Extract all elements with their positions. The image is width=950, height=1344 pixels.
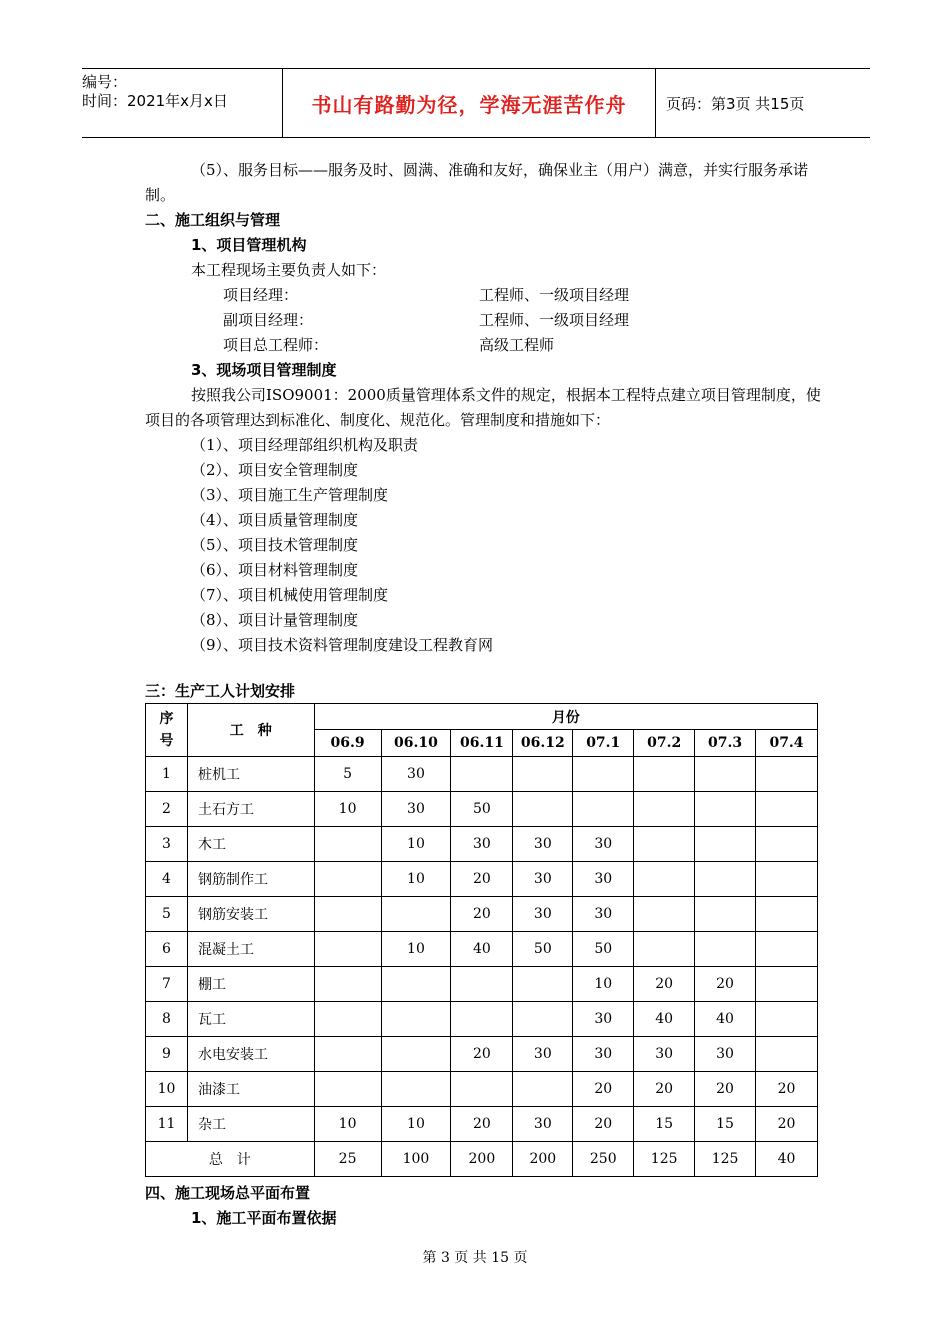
header-motto: 书山有路勤为径，学海无涯苦作舟 [282,69,656,137]
rule-item: （5）、项目技术管理制度 [191,536,359,554]
staff-row [145,333,825,358]
row-no-cell: 11 [146,1107,188,1142]
row-value-cell [513,757,573,792]
row-value-cell: 20 [573,1107,634,1142]
row-value-cell [634,792,695,827]
row-value-cell: 40 [695,1002,756,1037]
row-value-cell: 20 [451,897,513,932]
row-value-cell: 10 [314,1107,381,1142]
month-header-cell: 07.2 [634,730,695,757]
after-table [145,1181,336,1231]
row-value-cell: 30 [573,862,634,897]
total-row [146,1142,818,1177]
row-value-cell [314,1037,381,1072]
row-value-cell [634,827,695,862]
row-value-cell [381,1072,451,1107]
row-value-cell: 50 [513,932,573,967]
table-row [146,827,818,862]
row-value-cell [756,897,818,932]
row-value-cell: 20 [451,862,513,897]
row-value-cell [314,897,381,932]
row-type-cell: 油漆工 [187,1072,314,1107]
row-value-cell [756,792,818,827]
table-header-row [146,704,818,730]
rule-item: （8）、项目计量管理制度 [191,611,359,629]
subsection-org-heading: 1、项目管理机构 [191,236,307,254]
row-no-cell: 9 [146,1037,188,1072]
row-value-cell: 30 [451,827,513,862]
row-value-cell [513,1072,573,1107]
row-value-cell: 20 [451,1107,513,1142]
row-value-cell: 10 [381,827,451,862]
row-value-cell: 20 [573,1072,634,1107]
row-value-cell: 30 [381,792,451,827]
row-value-cell [695,897,756,932]
row-value-cell: 30 [695,1037,756,1072]
row-value-cell [695,792,756,827]
month-header-cell: 06.10 [381,730,451,757]
row-value-cell [381,1037,451,1072]
row-type-cell: 瓦工 [187,1002,314,1037]
staff-row [145,283,825,308]
table-body [146,757,818,1142]
total-value-cell: 125 [634,1142,695,1177]
row-value-cell [573,792,634,827]
table-row [146,862,818,897]
row-value-cell: 30 [513,897,573,932]
row-no-cell: 10 [146,1072,188,1107]
section3-heading: 三：生产工人计划安排 [145,682,296,700]
total-label: 总 计 [146,1142,315,1177]
row-value-cell: 40 [451,932,513,967]
row-value-cell: 10 [314,792,381,827]
row-value-cell: 20 [451,1037,513,1072]
doc-date-label: 时间：2021年x月x日 [82,92,228,110]
table-row [146,967,818,1002]
row-value-cell [314,1002,381,1037]
header-page-info: 页码：第3页 共15页 [666,94,805,113]
row-type-cell: 钢筋制作工 [187,862,314,897]
row-value-cell: 30 [513,862,573,897]
row-type-cell: 土石方工 [187,792,314,827]
row-value-cell [634,897,695,932]
row-value-cell [756,967,818,1002]
staff-row [145,308,825,333]
row-value-cell: 30 [513,1037,573,1072]
row-value-cell [634,757,695,792]
row-value-cell: 20 [634,967,695,1002]
month-header-cell: 06.11 [451,730,513,757]
row-value-cell [381,1002,451,1037]
staff-title: 工程师、一级项目经理 [479,286,630,304]
row-type-cell: 杂工 [187,1107,314,1142]
row-value-cell [451,1002,513,1037]
row-value-cell: 50 [573,932,634,967]
row-value-cell [634,932,695,967]
row-value-cell [451,967,513,1002]
staff-intro: 本工程现场主要负责人如下： [191,261,387,279]
row-type-cell: 水电安装工 [187,1037,314,1072]
row-no-cell: 1 [146,757,188,792]
row-value-cell: 10 [573,967,634,1002]
row-value-cell: 30 [573,1002,634,1037]
row-value-cell [314,1072,381,1107]
document-body [145,158,825,658]
table-row [146,1002,818,1037]
paragraph-mgmt [145,383,825,433]
total-value-cell: 25 [314,1142,381,1177]
row-value-cell [695,757,756,792]
rule-item: （7）、项目机械使用管理制度 [191,586,389,604]
paragraph-mgmt-text: 按照我公司ISO9001：2000质量管理体系文件的规定，根据本工程特点建立项目管理制度，使项目的各项管理达到标准化、制度化、规范化。管理制度和措施如下： [145,386,821,429]
header-left [82,69,282,137]
row-no-cell: 6 [146,932,188,967]
row-value-cell: 40 [634,1002,695,1037]
subsection-layout-basis-heading: 1、施工平面布置依据 [191,1209,337,1227]
paragraph-service-goal [145,158,825,208]
row-value-cell: 30 [513,827,573,862]
row-type-cell: 桩机工 [187,757,314,792]
row-value-cell [314,932,381,967]
row-value-cell [756,932,818,967]
row-no-cell: 7 [146,967,188,1002]
total-value-cell: 200 [451,1142,513,1177]
total-value-cell: 200 [513,1142,573,1177]
staff-role: 副项目经理： [223,311,314,329]
row-value-cell [513,1002,573,1037]
row-no-cell: 8 [146,1002,188,1037]
col-header-month: 月份 [314,704,817,730]
row-type-cell: 木工 [187,827,314,862]
row-value-cell: 20 [634,1072,695,1107]
month-header-cell: 07.4 [756,730,818,757]
section2-heading: 二、施工组织与管理 [145,211,281,229]
page-footer: 第 3 页 共 15 页 [422,1250,528,1266]
rule-item: （6）、项目材料管理制度 [191,561,359,579]
table-row [146,897,818,932]
rule-item: （4）、项目质量管理制度 [191,511,359,529]
row-value-cell [756,757,818,792]
rule-item: （9）、项目技术资料管理制度建设工程教育网 [191,636,494,654]
row-no-cell: 2 [146,792,188,827]
row-value-cell: 30 [513,1107,573,1142]
row-value-cell [756,1037,818,1072]
col-header-type: 工 种 [187,704,314,757]
row-value-cell [451,1072,513,1107]
rule-item: （3）、项目施工生产管理制度 [191,486,389,504]
staff-title: 高级工程师 [479,336,555,354]
row-value-cell [451,757,513,792]
total-value-cell: 250 [573,1142,634,1177]
row-value-cell [756,827,818,862]
col-header-no: 序号 [146,704,188,757]
staff-role: 项目总工程师： [223,336,329,354]
row-no-cell: 3 [146,827,188,862]
row-value-cell: 10 [381,1107,451,1142]
row-value-cell: 5 [314,757,381,792]
row-value-cell: 15 [634,1107,695,1142]
total-value-cell: 100 [381,1142,451,1177]
row-value-cell: 30 [381,757,451,792]
row-value-cell: 50 [451,792,513,827]
total-value-cell: 125 [695,1142,756,1177]
staff-title: 工程师、一级项目经理 [479,311,630,329]
worker-plan-table [145,703,818,1177]
row-value-cell [756,862,818,897]
row-value-cell: 20 [756,1107,818,1142]
month-header-cell: 07.1 [573,730,634,757]
row-value-cell [695,827,756,862]
row-value-cell: 10 [381,862,451,897]
row-value-cell: 30 [634,1037,695,1072]
table-row [146,1072,818,1107]
rule-item: （2）、项目安全管理制度 [191,461,359,479]
month-header-cell: 07.3 [695,730,756,757]
row-value-cell [695,862,756,897]
row-value-cell: 20 [695,1072,756,1107]
row-value-cell: 30 [573,827,634,862]
month-header-cell: 06.9 [314,730,381,757]
rule-item: （1）、项目经理部组织机构及职责 [191,436,419,454]
row-value-cell: 30 [573,897,634,932]
total-value-cell: 40 [756,1142,818,1177]
row-type-cell: 钢筋安装工 [187,897,314,932]
row-value-cell [314,827,381,862]
row-value-cell: 20 [756,1072,818,1107]
table-row [146,757,818,792]
row-type-cell: 混凝土工 [187,932,314,967]
row-no-cell: 5 [146,897,188,932]
row-value-cell [381,967,451,1002]
row-type-cell: 棚工 [187,967,314,1002]
month-header-cell: 06.12 [513,730,573,757]
row-value-cell: 20 [695,967,756,1002]
section4-heading: 四、施工现场总平面布置 [145,1184,311,1202]
row-value-cell: 15 [695,1107,756,1142]
table-row [146,932,818,967]
row-value-cell [634,862,695,897]
table-row [146,1037,818,1072]
row-value-cell [381,897,451,932]
table-row [146,792,818,827]
row-value-cell [513,967,573,1002]
row-no-cell: 4 [146,862,188,897]
paragraph-service-goal-text: （5）、服务目标——服务及时、圆满、准确和友好，确保业主（用户）满意，并实行服务承诺制。 [145,161,809,204]
row-value-cell [695,932,756,967]
row-value-cell [314,967,381,1002]
subsection-rules-heading: 3、现场项目管理制度 [191,361,337,379]
table-row [146,1107,818,1142]
staff-role: 项目经理： [223,286,299,304]
row-value-cell: 10 [381,932,451,967]
doc-code-label: 编号： [82,73,128,91]
row-value-cell [513,792,573,827]
row-value-cell [756,1002,818,1037]
row-value-cell [314,862,381,897]
row-value-cell: 30 [573,1037,634,1072]
row-value-cell [573,757,634,792]
page-header [82,68,870,138]
